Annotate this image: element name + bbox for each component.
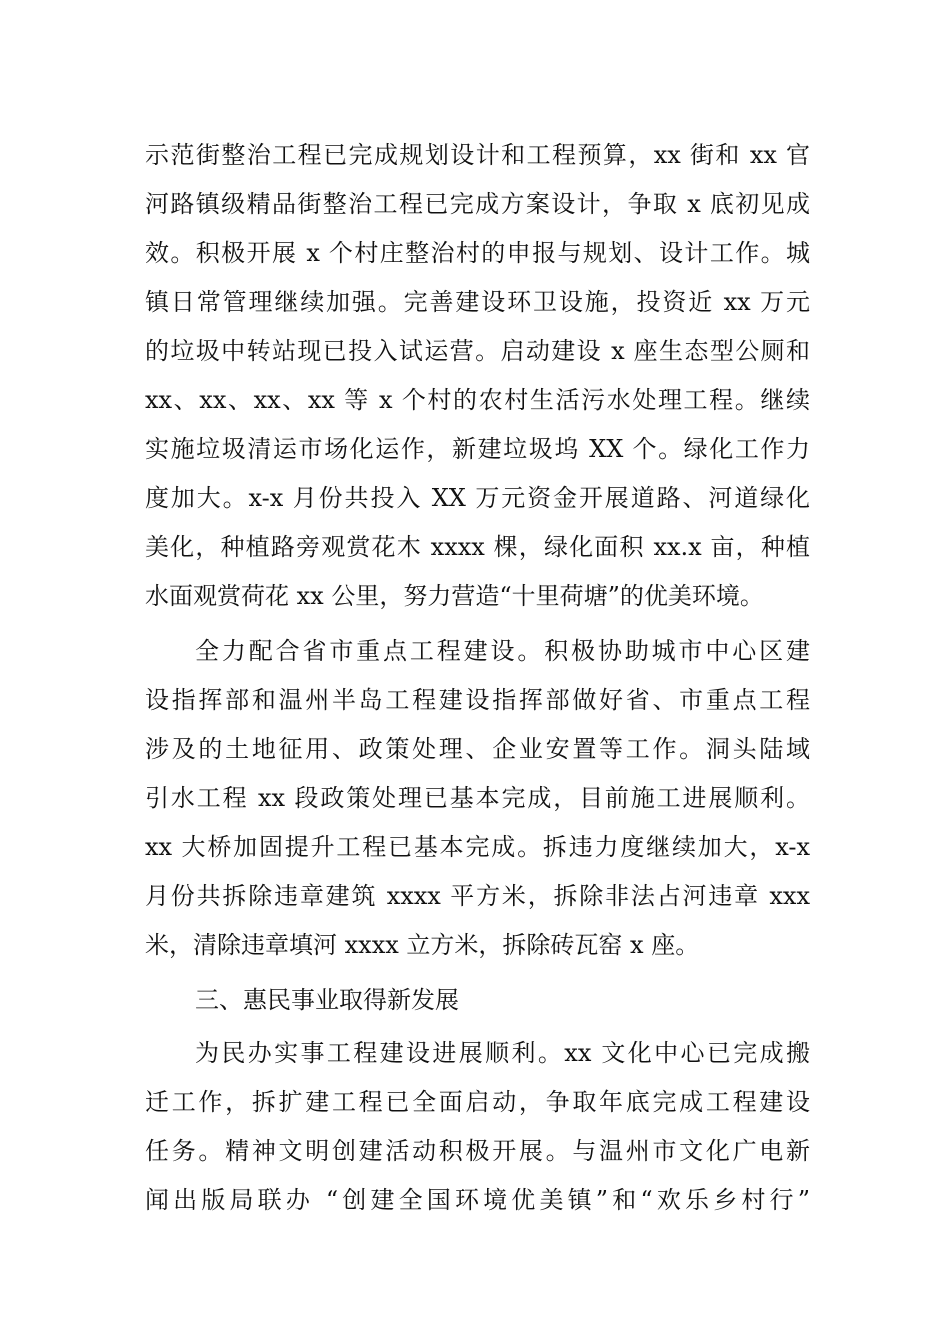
text-line: 实施垃圾清运市场化运作，新建垃圾坞 XX 个。绿化工作力 (145, 435, 810, 463)
text-line: 的垃圾中转站现已投入试运营。启动建设 x 座生态型公厕和 (145, 337, 810, 365)
text-line: 任务。精神文明创建活动积极开展。与温州市文化广电新 (145, 1137, 810, 1165)
text-line: 美化，种植路旁观赏花木 xxxx 棵，绿化面积 xx.x 亩，种植 (145, 533, 810, 561)
text-line: 引水工程 xx 段政策处理已基本完成，目前施工进展顺利。 (145, 784, 810, 812)
paragraph-first-line: 为民办实事工程建设进展顺利。xx 文化中心已完成搬 (195, 1039, 810, 1067)
text-line: 效。积极开展 x 个村庄整治村的申报与规划、设计工作。城 (145, 239, 810, 267)
section-heading: 三、惠民事业取得新发展 (195, 986, 459, 1014)
text-line: 度加大。x-x 月份共投入 XX 万元资金开展道路、河道绿化 (145, 484, 810, 512)
text-line: xx、xx、xx、xx 等 x 个村的农村生活污水处理工程。继续 (145, 386, 810, 414)
text-line: 迁工作，拆扩建工程已全面启动，争取年底完成工程建设 (145, 1088, 810, 1116)
text-line: 闻出版局联办 “创建全国环境优美镇”和“欢乐乡村行” (145, 1186, 810, 1214)
text-line: 月份共拆除违章建筑 xxxx 平方米，拆除非法占河违章 xxx (145, 882, 810, 910)
text-line: xx 大桥加固提升工程已基本完成。拆违力度继续加大，x-x (145, 833, 810, 861)
text-line: 水面观赏荷花 xx 公里，努力营造“十里荷塘”的优美环境。 (145, 582, 764, 610)
text-line: 设指挥部和温州半岛工程建设指挥部做好省、市重点工程 (145, 686, 810, 714)
text-line: 米，清除违章填河 xxxx 立方米，拆除砖瓦窑 x 座。 (145, 931, 700, 959)
paragraph-first-line: 全力配合省市重点工程建设。积极协助城市中心区建 (195, 637, 810, 665)
text-line: 示范街整治工程已完成规划设计和工程预算，xx 街和 xx 官 (145, 141, 810, 169)
text-line: 河路镇级精品街整治工程已完成方案设计，争取 x 底初见成 (145, 190, 810, 218)
text-line: 镇日常管理继续加强。完善建设环卫设施，投资近 xx 万元 (145, 288, 810, 316)
text-line: 涉及的土地征用、政策处理、企业安置等工作。洞头陆域 (145, 735, 810, 763)
